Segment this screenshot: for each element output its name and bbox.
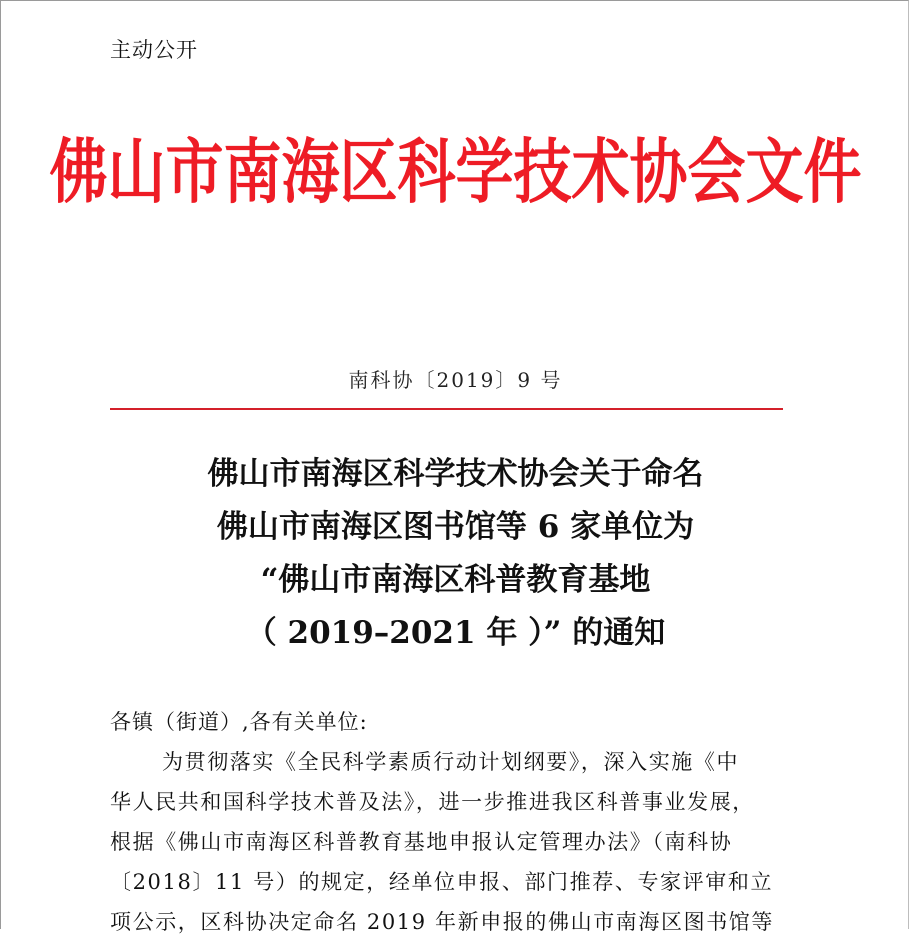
paragraph-line-5: 项公示，区科协决定命名 2019 年新申报的佛山市南海区图书馆等: [110, 910, 774, 934]
disclosure-label: 主动公开: [110, 38, 198, 62]
notice-title: [0, 448, 911, 660]
title-line-4: （ 2019–2021 年 ）” 的通知: [245, 615, 666, 651]
paragraph-line-1: 为贯彻落实《全民科学素质行动计划纲要》，深入实施《中: [162, 750, 740, 774]
title-line-1: 佛山市南海区科学技术协会关于命名: [207, 456, 704, 492]
org-header: 佛山市南海区科学技术协会文件: [49, 131, 862, 213]
paragraph-line-3: 根据《佛山市南海区科普教育基地申报认定管理办法》（南科协: [110, 830, 733, 854]
paragraph-line-2: 华人民共和国科学技术普及法》，进一步推进我区科普事业发展，: [110, 790, 755, 814]
title-line-3: “佛山市南海区科普教育基地: [260, 562, 651, 598]
body-text: [110, 702, 802, 942]
title-line-2: 佛山市南海区图书馆等 6 家单位为: [216, 509, 695, 545]
salutation: 各镇（街道）,各有关单位:: [110, 710, 368, 734]
red-divider-rule: [110, 408, 783, 410]
paragraph-line-4: 〔2018〕11 号）的规定，经单位申报、部门推荐、专家评审和立: [110, 870, 774, 894]
document-number: 南科协〔2019〕9 号: [348, 368, 563, 392]
